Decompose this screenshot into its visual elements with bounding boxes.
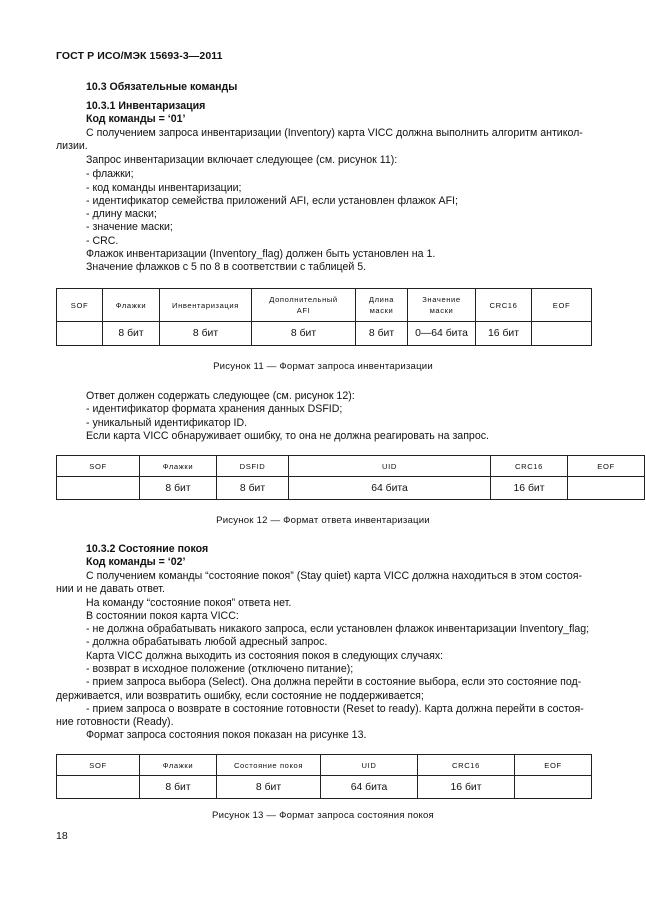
value-cell bbox=[515, 776, 592, 799]
paragraph-line: Карта VICC должна выходить из состояния покоя в следующих случаях: bbox=[86, 650, 444, 662]
document-header: ГОСТ Р ИСО/МЭК 15693-3—2011 bbox=[56, 50, 223, 62]
list-item: держивается, или возвратить ошибку, если состояние не поддерживается; bbox=[56, 690, 424, 702]
value-cell: 8 бит bbox=[140, 477, 217, 500]
list-item: - флажки; bbox=[86, 168, 134, 180]
header-cell: SOF bbox=[57, 755, 140, 776]
value-cell: 8 бит bbox=[140, 776, 217, 799]
header-cell: Длина маски bbox=[356, 289, 408, 322]
command-code-stay-quiet: Код команды = ‘02’ bbox=[86, 556, 186, 568]
value-cell: 8 бит bbox=[160, 322, 252, 346]
list-item: - должна обрабатывать любой адресный запрос. bbox=[86, 636, 328, 648]
value-cell bbox=[568, 477, 645, 500]
header-cell: CRC16 bbox=[476, 289, 532, 322]
value-cell: 16 бит bbox=[418, 776, 515, 799]
paragraph-line: нии и не давать ответ. bbox=[56, 583, 165, 595]
value-cell: 64 бита bbox=[289, 477, 491, 500]
subsection-title-stay-quiet: 10.3.2 Состояние покоя bbox=[86, 543, 209, 555]
paragraph-line: Формат запроса состояния покоя показан на рисунке 13. bbox=[86, 729, 367, 741]
header-cell: Флажки bbox=[103, 289, 160, 322]
paragraph-line: На команду “состояние покоя” ответа нет. bbox=[86, 597, 292, 609]
list-item: - не должна обрабатывать никакого запроса, если установлен флажок инвентаризации Inventory_flag; bbox=[86, 623, 590, 635]
list-item: - код команды инвентаризации; bbox=[86, 182, 242, 194]
list-item: - прием запроса выбора (Select). Она должна перейти в состояние выбора, если это состояние под- bbox=[86, 676, 582, 688]
header-cell: Дополнительный AFI bbox=[252, 289, 356, 322]
list-item: - возврат в исходное положение (отключено питание); bbox=[86, 663, 354, 675]
list-item: - уникальный идентификатор ID. bbox=[86, 417, 248, 429]
value-cell: 8 бит bbox=[252, 322, 356, 346]
list-item: - идентификатор формата хранения данных DSFID; bbox=[86, 403, 343, 415]
header-cell: UID bbox=[321, 755, 418, 776]
header-cell: CRC16 bbox=[491, 456, 568, 477]
figure-11-table bbox=[56, 288, 592, 346]
paragraph-line: лизии. bbox=[56, 140, 88, 152]
header-cell: EOF bbox=[568, 456, 645, 477]
figure-11-caption: Рисунок 11 — Формат запроса инвентаризации bbox=[213, 361, 433, 372]
section-title: 10.3 Обязательные команды bbox=[86, 81, 238, 93]
figure-13-table bbox=[56, 754, 592, 799]
list-item: - значение маски; bbox=[86, 221, 173, 233]
figure-12-table bbox=[56, 455, 645, 500]
paragraph-line: Запрос инвентаризации включает следующее (см. рисунок 11): bbox=[86, 154, 398, 166]
header-cell: Инвентаризация bbox=[160, 289, 252, 322]
paragraph-line: Ответ должен содержать следующее (см. рисунок 12): bbox=[86, 390, 355, 402]
list-item: - CRC. bbox=[86, 235, 119, 247]
paragraph-line: С получением команды “состояние покоя” (Stay quiet) карта VICC должна находиться в этом состоя- bbox=[86, 570, 583, 582]
paragraph-line: В состоянии покоя карта VICC: bbox=[86, 610, 239, 622]
paragraph-line: С получением запроса инвентаризации (Inventory) карта VICC должна выполнить алгоритм антикол- bbox=[86, 127, 583, 139]
header-cell: EOF bbox=[515, 755, 592, 776]
header-cell: UID bbox=[289, 456, 491, 477]
header-cell: Значение маски bbox=[408, 289, 476, 322]
paragraph-line: Если карта VICC обнаруживает ошибку, то она не должна реагировать на запрос. bbox=[86, 430, 489, 442]
page-number: 18 bbox=[56, 830, 68, 842]
value-cell: 0—64 бита bbox=[408, 322, 476, 346]
paragraph-line: Флажок инвентаризации (Inventory_flag) должен быть установлен на 1. bbox=[86, 248, 436, 260]
header-cell: Состояние покоя bbox=[217, 755, 321, 776]
command-code-inventory: Код команды = ‘01’ bbox=[86, 113, 186, 125]
paragraph-line: Значение флажков с 5 по 8 в соответствии с таблицей 5. bbox=[86, 261, 367, 273]
list-item: - идентификатор семейства приложений AFI, если установлен флажок AFI; bbox=[86, 195, 458, 207]
figure-12-caption: Рисунок 12 — Формат ответа инвентаризации bbox=[216, 515, 430, 526]
header-cell: CRC16 bbox=[418, 755, 515, 776]
value-cell: 8 бит bbox=[217, 477, 289, 500]
value-cell bbox=[57, 477, 140, 500]
value-cell bbox=[57, 776, 140, 799]
value-cell bbox=[57, 322, 103, 346]
header-cell: SOF bbox=[57, 456, 140, 477]
value-cell: 64 бита bbox=[321, 776, 418, 799]
header-cell: SOF bbox=[57, 289, 103, 322]
value-cell: 8 бит bbox=[356, 322, 408, 346]
list-item: - прием запроса о возврате в состояние готовности (Reset to ready). Карта должна перейти в состоя- bbox=[86, 703, 584, 715]
header-cell: DSFID bbox=[217, 456, 289, 477]
value-cell: 8 бит bbox=[103, 322, 160, 346]
subsection-title-inventory: 10.3.1 Инвентаризация bbox=[86, 100, 206, 112]
list-item: ние готовности (Ready). bbox=[56, 716, 174, 728]
header-cell: Флажки bbox=[140, 755, 217, 776]
value-cell: 16 бит bbox=[491, 477, 568, 500]
header-cell: Флажки bbox=[140, 456, 217, 477]
value-cell: 16 бит bbox=[476, 322, 532, 346]
value-cell: 8 бит bbox=[217, 776, 321, 799]
value-cell bbox=[532, 322, 592, 346]
list-item: - длину маски; bbox=[86, 208, 157, 220]
figure-13-caption: Рисунок 13 — Формат запроса состояния покоя bbox=[212, 810, 434, 821]
header-cell: EOF bbox=[532, 289, 592, 322]
